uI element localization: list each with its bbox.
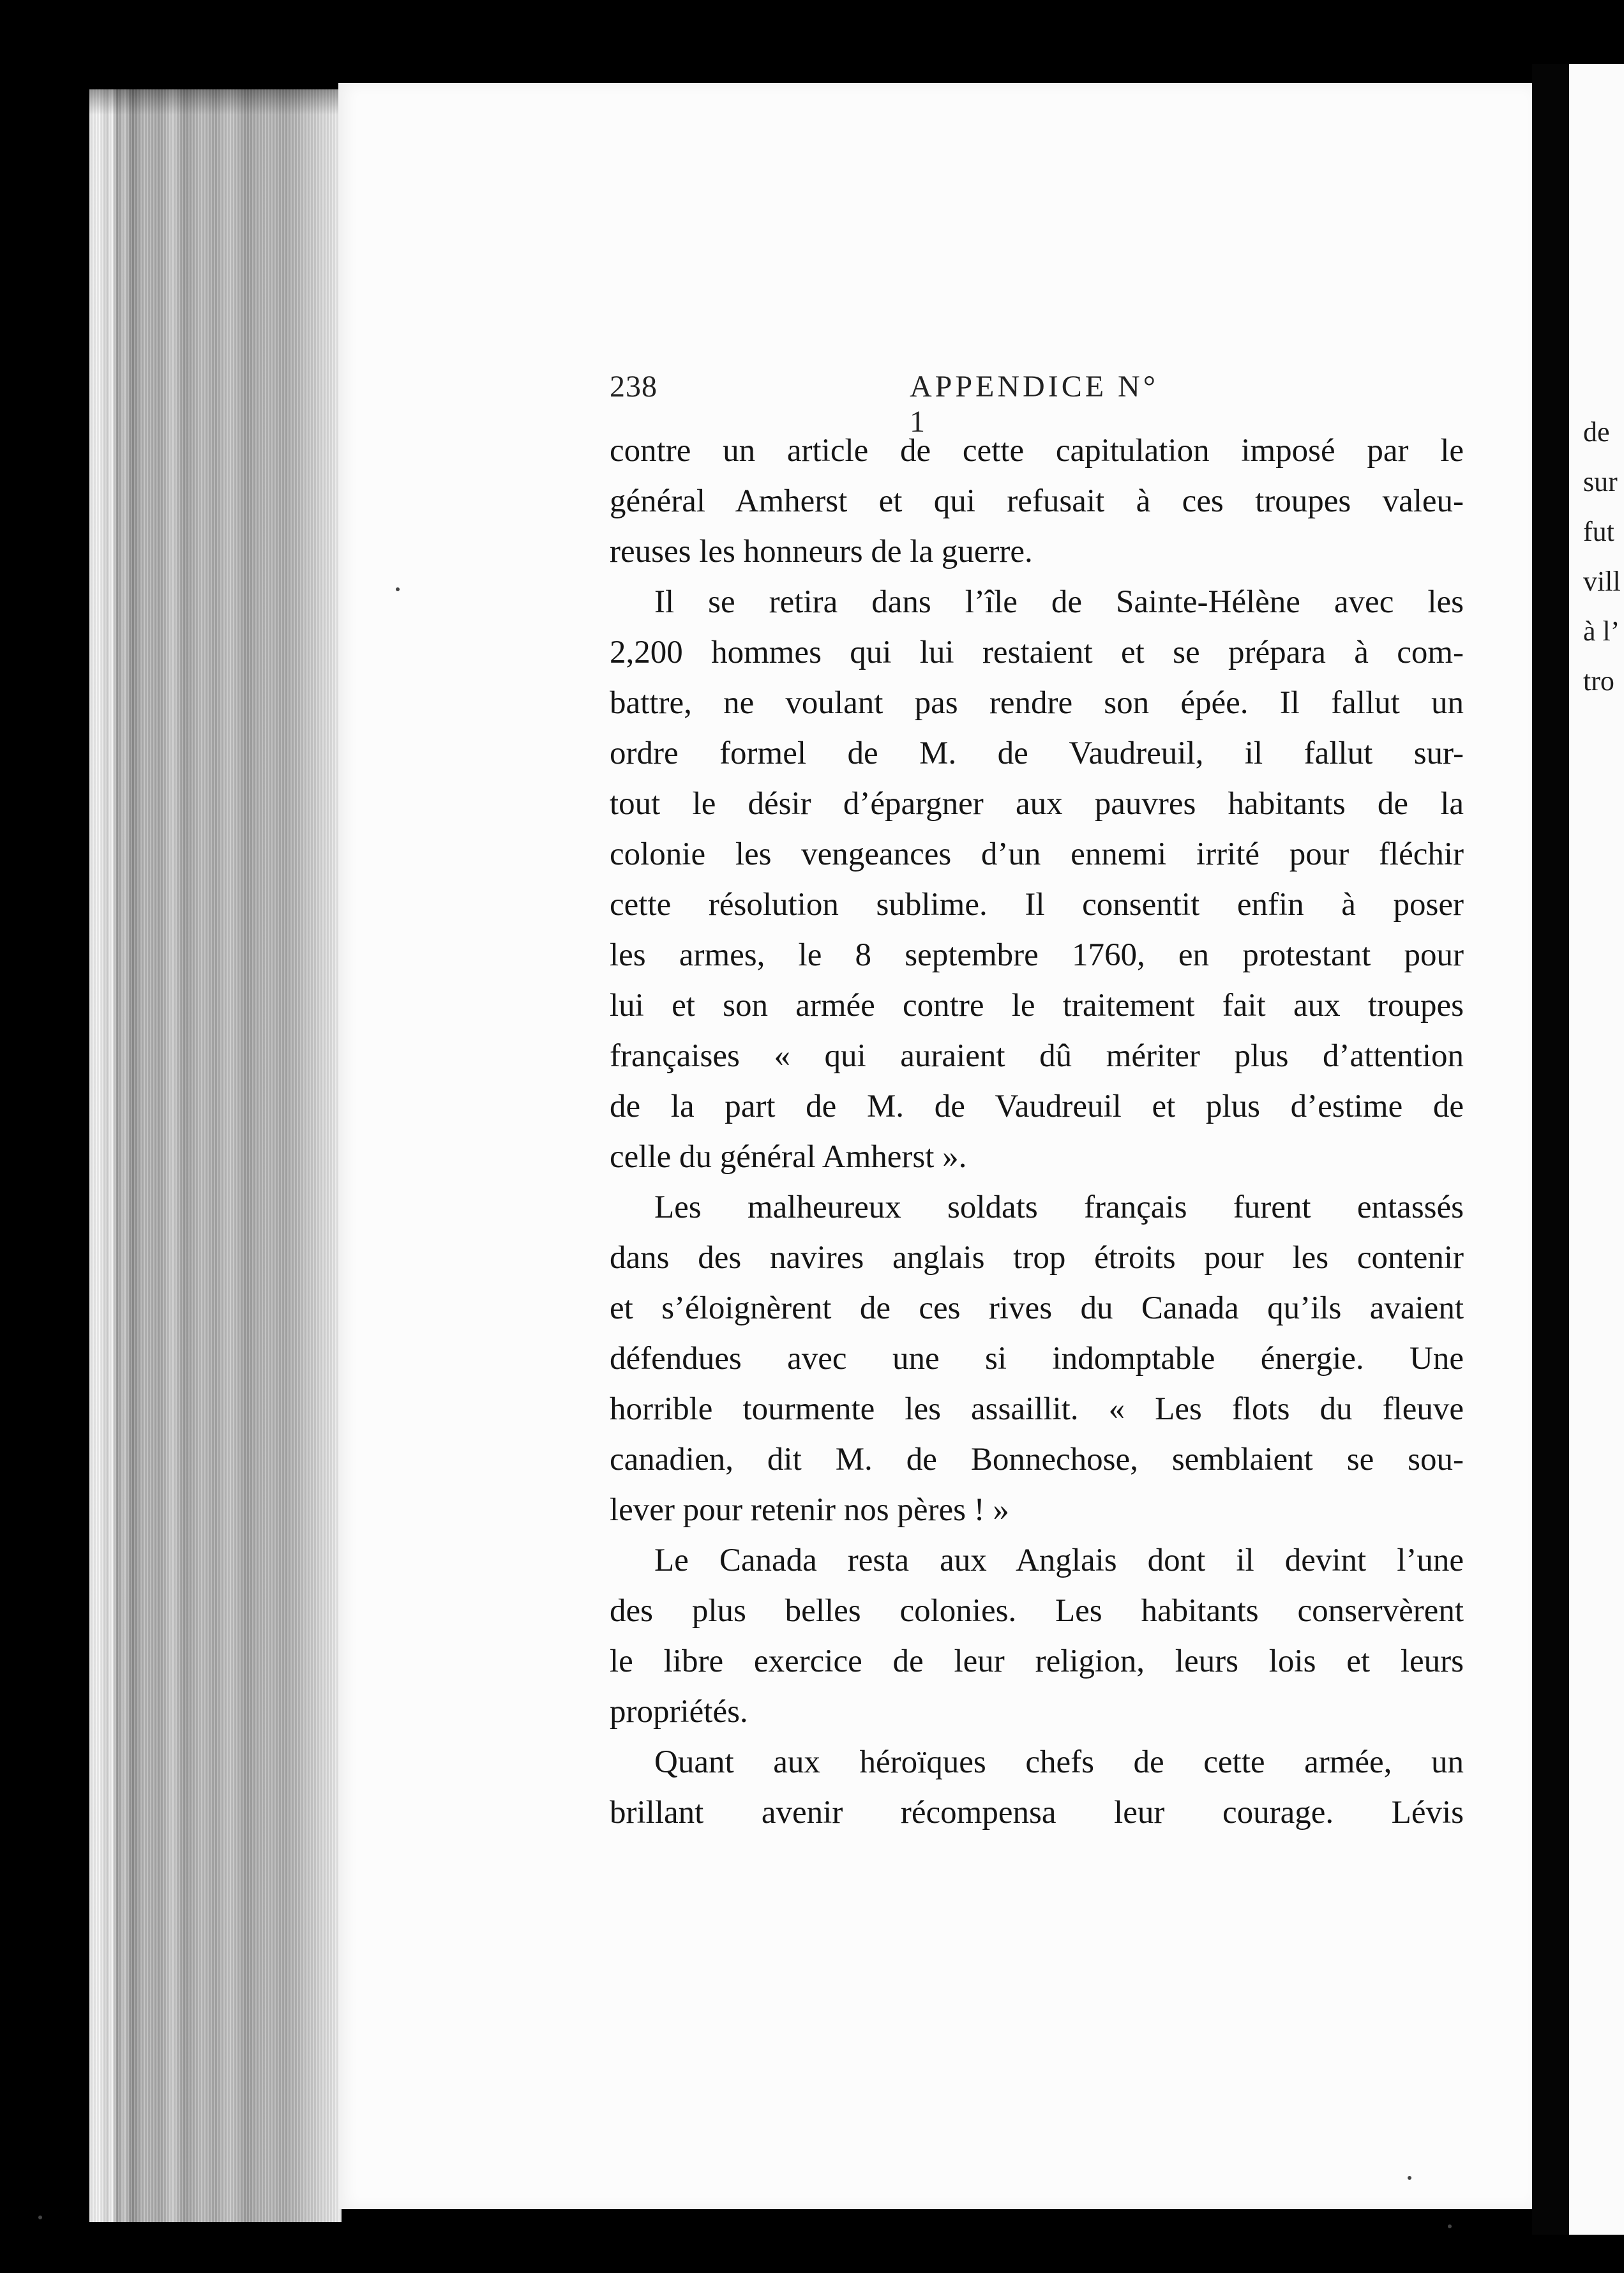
text-line: françaises « qui auraient dû mériter plus d’attention	[610, 1038, 1464, 1074]
text-line: lever pour retenir nos pères ! »	[610, 1492, 1009, 1528]
text-line: de la part de M. de Vaudreuil et plus d’estime de	[610, 1089, 1464, 1124]
text-line: reuses les honneurs de la guerre.	[610, 534, 1033, 570]
text-line: lui et son armée contre le traitement fait aux troupes	[610, 988, 1464, 1023]
next-page-line: sur	[1583, 466, 1618, 497]
text-line: colonie les vengeances d’un ennemi irrité pour fléchir	[610, 836, 1464, 872]
text-line: Quant aux héroïques chefs de cette armée, un	[654, 1744, 1464, 1780]
text-line: propriétés.	[610, 1694, 748, 1730]
text-line: défendues avec une si indomptable énergie. Une	[610, 1341, 1464, 1377]
text-line: celle du général Amherst ».	[610, 1139, 967, 1175]
page-number: 238	[610, 370, 658, 404]
next-page-line: fut	[1583, 516, 1614, 547]
text-line: canadien, dit M. de Bonnechose, semblaient se sou-	[610, 1442, 1464, 1477]
text-line: battre, ne voulant pas rendre son épée. Il fallut un	[610, 685, 1464, 721]
scan-speck	[1408, 2176, 1411, 2180]
text-line: 2,200 hommes qui lui restaient et se prépara à com-	[610, 635, 1464, 670]
text-line: horrible tourmente les assaillit. « Les flots du fleuve	[610, 1391, 1464, 1427]
text-line: tout le désir d’épargner aux pauvres habitants de la	[610, 786, 1464, 822]
text-line: et s’éloignèrent de ces rives du Canada qu’ils avaient	[610, 1290, 1464, 1326]
text-line: ordre formel de M. de Vaudreuil, il fallut sur-	[610, 736, 1464, 771]
scan-speck	[1448, 2224, 1452, 2228]
text-line: Le Canada resta aux Anglais dont il devint l’une	[654, 1543, 1464, 1578]
book-gutter	[1532, 64, 1569, 2235]
next-page-fragment	[1569, 64, 1624, 2235]
scan-speck	[396, 587, 400, 591]
text-line: des plus belles colonies. Les habitants conservèrent	[610, 1593, 1464, 1629]
text-line: brillant avenir récompensa leur courage. Lévis	[610, 1795, 1464, 1831]
page-edges-shadow	[89, 89, 342, 115]
text-line: Les malheureux soldats français furent entassés	[654, 1189, 1464, 1225]
next-page-line: tro	[1583, 665, 1614, 697]
book-page-edges	[89, 89, 342, 2222]
text-line: Il se retira dans l’île de Sainte-Hélène avec les	[654, 584, 1464, 620]
text-line: le libre exercice de leur religion, leurs lois et leurs	[610, 1643, 1464, 1679]
text-line: dans des navires anglais trop étroits pour les contenir	[610, 1240, 1464, 1276]
text-line: contre un article de cette capitulation imposé par le	[610, 433, 1464, 469]
text-line: général Amherst et qui refusait à ces troupes valeu-	[610, 483, 1464, 519]
next-page-line: de	[1583, 416, 1610, 448]
text-line: cette résolution sublime. Il consentit enfin à poser	[610, 887, 1464, 923]
next-page-line: à l’	[1583, 615, 1620, 647]
running-head	[610, 369, 1171, 439]
running-head-title: APPENDICE N° 1	[910, 370, 1159, 439]
next-page-line: vill	[1583, 566, 1621, 597]
text-line: les armes, le 8 septembre 1760, en protestant pour	[610, 937, 1464, 973]
scan-speck	[38, 2216, 42, 2219]
